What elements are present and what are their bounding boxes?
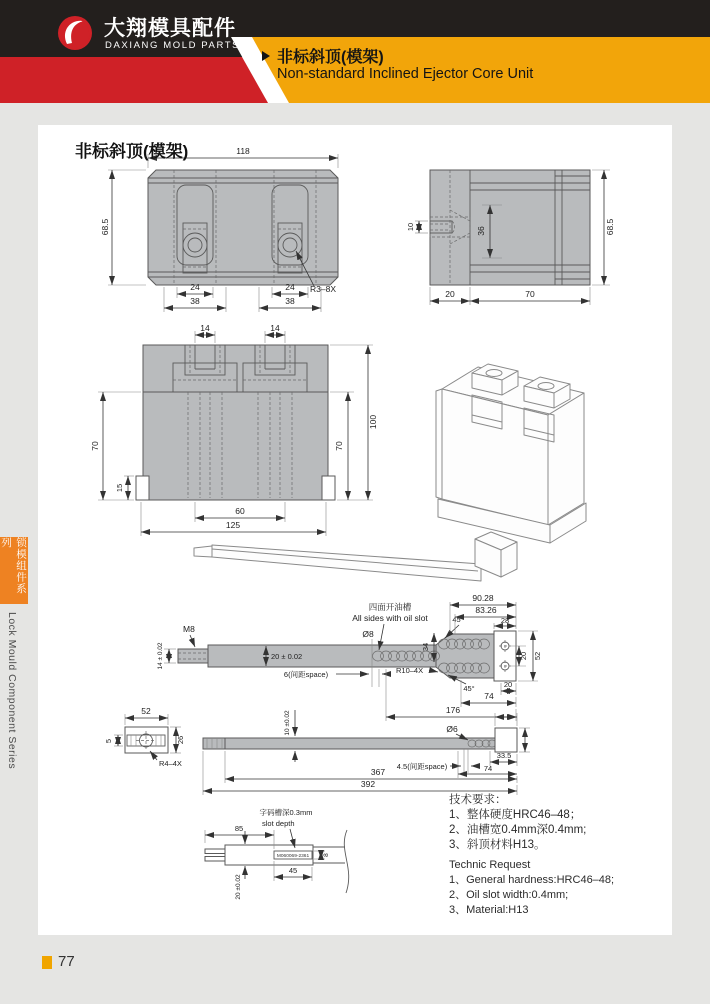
dim-label: 74: [484, 691, 494, 701]
dim-label: 28: [500, 616, 510, 625]
page-number-marker: [42, 956, 52, 969]
slot-depth-label-cn: 字码槽深0.3mm: [259, 808, 313, 817]
dim-label: 6(间距space): [283, 670, 329, 679]
dim-label: 5: [104, 738, 113, 744]
drawing-rod-3d: [194, 532, 517, 581]
dim-label: 45°: [452, 615, 464, 624]
dim-label: 125: [225, 520, 241, 530]
drawing-rod-dimensioned: [157, 593, 542, 721]
dim-label: 45: [288, 866, 298, 875]
dim-label: 85: [234, 824, 244, 833]
dim-label: 10: [406, 222, 415, 232]
logo-text-cn: 大翔模具配件: [104, 17, 236, 40]
drawing-side-view: [406, 170, 615, 305]
dim-label: 15: [115, 483, 124, 493]
dim-label: 70: [334, 441, 344, 451]
drawing-panel: [38, 125, 672, 935]
slot-depth-label-en: slot depth: [262, 819, 295, 828]
sidebar-series-label-en: Lock Mould Component Series: [6, 612, 18, 770]
dim-label: 8: [323, 853, 330, 857]
tech-item-cn: 3、斜顶材料H13。: [449, 839, 546, 851]
dim-label: Ø6: [446, 724, 458, 734]
sidebar-tab-series: [0, 537, 28, 604]
dim-label: 100: [368, 414, 378, 430]
dim-label: 14: [270, 323, 280, 333]
dim-label: 38: [190, 296, 200, 306]
dim-label: 83.26: [475, 605, 497, 615]
drawing-engraving-detail: [205, 807, 349, 900]
dim-label: 20: [445, 289, 455, 299]
engraving-code: M060069-2361: [276, 854, 310, 859]
sidebar-series-en: [6, 612, 18, 812]
sidebar-tab-label-cn: 锁模组件系列: [0, 537, 27, 595]
dim-label: 52: [533, 651, 542, 661]
dim-label: 68.5: [605, 218, 615, 236]
dim-label: R3–8X: [310, 284, 336, 294]
dim-label: 24: [285, 282, 295, 292]
tech-item-en: 1、General hardness:HRC46–48;: [449, 874, 615, 886]
tech-item-en: 2、Oil slot width:0.4mm;: [449, 889, 569, 901]
dim-label: 60: [235, 506, 245, 516]
dim-label: 74: [483, 764, 493, 773]
drawing-straight-rod: [104, 706, 530, 795]
dim-label: 68.5: [100, 218, 110, 236]
dim-label: 38: [285, 296, 295, 306]
oil-slot-label-cn: 四面开油槽: [368, 602, 412, 612]
dim-label: 90.28: [472, 593, 494, 603]
dim-label: 176: [445, 705, 461, 715]
dim-label: 14 ± 0.02: [157, 642, 164, 670]
dim-label: R10–4X: [396, 666, 424, 675]
dim-label: 392: [360, 779, 376, 789]
dim-label: 36: [476, 226, 486, 236]
dim-label: 10 ±0.02: [284, 710, 291, 736]
company-logo: [52, 10, 282, 56]
dim-label: 34: [421, 642, 430, 652]
dim-label: 52: [141, 706, 151, 716]
drawing-isometric-block: [436, 364, 586, 543]
tech-title-cn: 技术要求：: [449, 794, 507, 806]
tech-title-en: Technic Request: [449, 859, 531, 871]
dim-label: 20 ± 0.02: [271, 652, 303, 661]
dim-label: 70: [525, 289, 535, 299]
tech-requirements: [449, 793, 614, 918]
dim-label: 70: [90, 441, 100, 451]
drawing-top-view: [100, 146, 338, 312]
dim-label: 20: [503, 680, 513, 689]
dim-label: Ø8: [362, 629, 374, 639]
panel-title: 非标斜顶(模架): [75, 142, 189, 161]
dim-label: R4–4X: [159, 759, 182, 768]
dim-label: 14: [200, 323, 210, 333]
dim-label: 4.5(间距space): [396, 762, 448, 771]
drawing-front-view: [90, 323, 378, 536]
dim-label: 45°: [463, 684, 475, 693]
dim-label: 367: [370, 767, 386, 777]
dim-label: 33.5: [496, 751, 512, 760]
dim-label: 24: [190, 282, 200, 292]
tech-item-cn: 2、油槽宽0.4mm深0.4mm;: [449, 824, 587, 836]
page-number: 77: [58, 953, 75, 970]
tech-item-en: 3、Material:H13: [449, 904, 529, 916]
title-bullet-icon: [262, 51, 270, 61]
dim-label: 118: [236, 146, 250, 156]
dim-label: M8: [183, 624, 195, 634]
header-title-cn: 非标斜顶(模架): [277, 49, 384, 66]
dim-label: 26: [176, 735, 185, 745]
logo-text-en: DAXIANG MOLD PARTS: [105, 40, 241, 51]
logo-swirl-icon: [52, 10, 98, 56]
tech-item-cn: 1、整体硬度HRC46–48；: [449, 809, 582, 821]
oil-slot-label-en: All sides with oil slot: [352, 613, 428, 623]
dim-label: 20 ±0.02: [235, 874, 242, 900]
dim-label: 20: [519, 651, 528, 661]
header-title-en: Non-standard Inclined Ejector Core Unit: [277, 66, 534, 82]
